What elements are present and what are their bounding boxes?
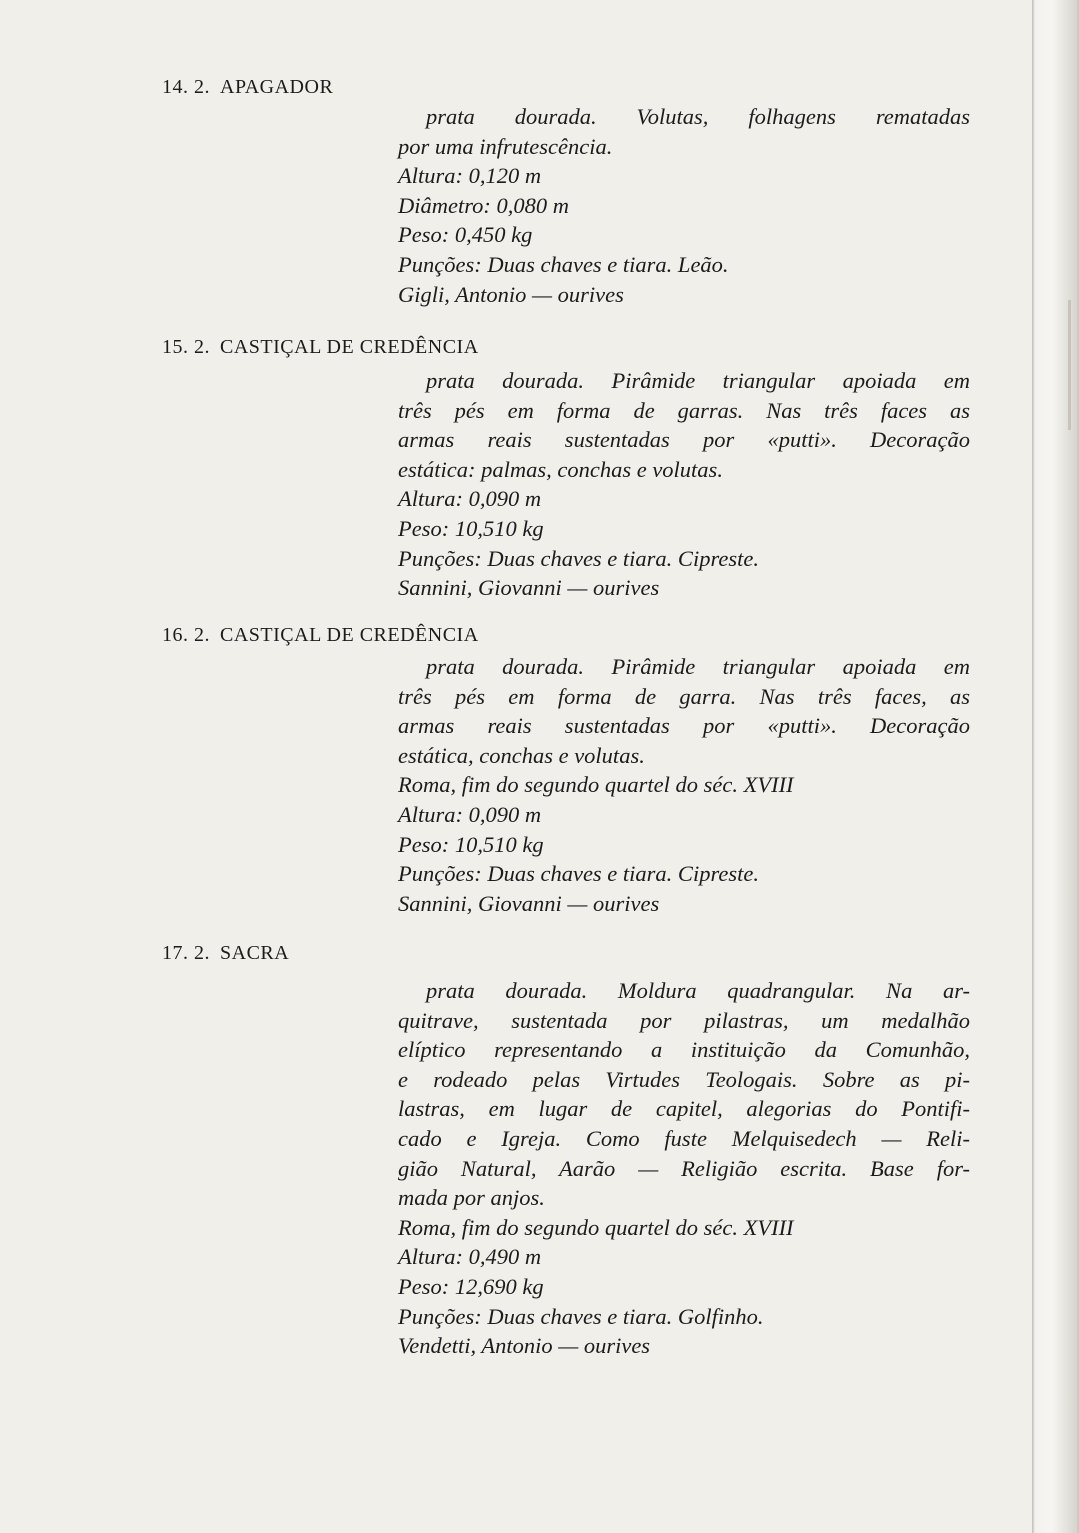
maker-line: Vendetti, Antonio — ourives: [398, 1333, 651, 1359]
entry-description: [398, 652, 970, 918]
height-line: Altura: 0,120 m: [398, 163, 542, 189]
description-line: estática, conchas e volutas.: [398, 742, 645, 768]
origin-line: Roma, fim do segundo quartel do séc. XVIII: [398, 772, 794, 798]
description-line: elíptico representando a instituição da Comunhão,: [398, 1037, 970, 1063]
entry-number: 17. 2.: [162, 942, 210, 964]
hallmarks-line: Punções: Duas chaves e tiara. Leão.: [398, 251, 729, 277]
description-line: gião Natural, Aarão — Religião escrita. Base for-: [398, 1155, 970, 1181]
entry-number: 15. 2.: [162, 336, 210, 358]
description-line: cado e Igreja. Como fuste Melquisedech — Reli-: [398, 1125, 970, 1151]
entry-heading: [162, 942, 289, 965]
entry-title: CASTIÇAL DE CREDÊNCIA: [220, 624, 479, 646]
entry-heading: [162, 76, 333, 99]
maker-line: Sannini, Giovanni — ourives: [398, 890, 660, 916]
description-line: prata dourada. Moldura quadrangular. Na ar-: [426, 978, 970, 1003]
entry-heading: [162, 624, 479, 647]
description-line: e rodeado pelas Virtudes Teologais. Sobre as pi-: [398, 1066, 970, 1092]
entry-title: APAGADOR: [220, 76, 334, 98]
description-line: lastras, em lugar de capitel, alegorias do Pontifi-: [398, 1096, 970, 1122]
entry-description: [398, 102, 970, 309]
description-line: armas reais sustentadas por «putti». Decoração: [398, 427, 970, 453]
entry-heading: [162, 336, 479, 359]
hallmarks-line: Punções: Duas chaves e tiara. Cipreste.: [398, 545, 759, 571]
entry-number: 14. 2.: [162, 76, 210, 98]
weight-line: Peso: 10,510 kg: [398, 515, 544, 541]
description-line: mada por anjos.: [398, 1185, 545, 1211]
description-line: quitrave, sustentada por pilastras, um medalhão: [398, 1007, 970, 1033]
diameter-line: Diâmetro: 0,080 m: [398, 192, 570, 218]
page-edge-mark: [1068, 300, 1071, 430]
hallmarks-line: Punções: Duas chaves e tiara. Golfinho.: [398, 1303, 764, 1329]
weight-line: Peso: 0,450 kg: [398, 222, 533, 248]
origin-line: Roma, fim do segundo quartel do séc. XVIII: [398, 1214, 794, 1240]
description-line: três pés em forma de garras. Nas três faces as: [398, 397, 970, 423]
maker-line: Gigli, Antonio — ourives: [398, 281, 624, 307]
hallmarks-line: Punções: Duas chaves e tiara. Cipreste.: [398, 861, 759, 887]
weight-line: Peso: 12,690 kg: [398, 1273, 544, 1299]
height-line: Altura: 0,490 m: [398, 1244, 542, 1270]
entry-title: SACRA: [220, 942, 290, 964]
description-line: três pés em forma de garra. Nas três faces, as: [398, 683, 970, 709]
entry-description: [398, 976, 970, 1361]
entry-number: 16. 2.: [162, 624, 210, 646]
height-line: Altura: 0,090 m: [398, 801, 542, 827]
weight-line: Peso: 10,510 kg: [398, 831, 544, 857]
description-line: prata dourada. Volutas, folhagens rematadas: [426, 104, 970, 129]
description-line: por uma infrutescência.: [398, 133, 613, 159]
page-edge: [1032, 0, 1079, 1533]
description-line: estática: palmas, conchas e volutas.: [398, 456, 723, 482]
entry-title: CASTIÇAL DE CREDÊNCIA: [220, 336, 479, 358]
maker-line: Sannini, Giovanni — ourives: [398, 575, 660, 601]
description-line: prata dourada. Pirâmide triangular apoiada em: [426, 654, 970, 679]
height-line: Altura: 0,090 m: [398, 486, 542, 512]
description-line: prata dourada. Pirâmide triangular apoiada em: [426, 368, 970, 393]
entry-description: [398, 366, 970, 603]
description-line: armas reais sustentadas por «putti». Decoração: [398, 713, 970, 739]
